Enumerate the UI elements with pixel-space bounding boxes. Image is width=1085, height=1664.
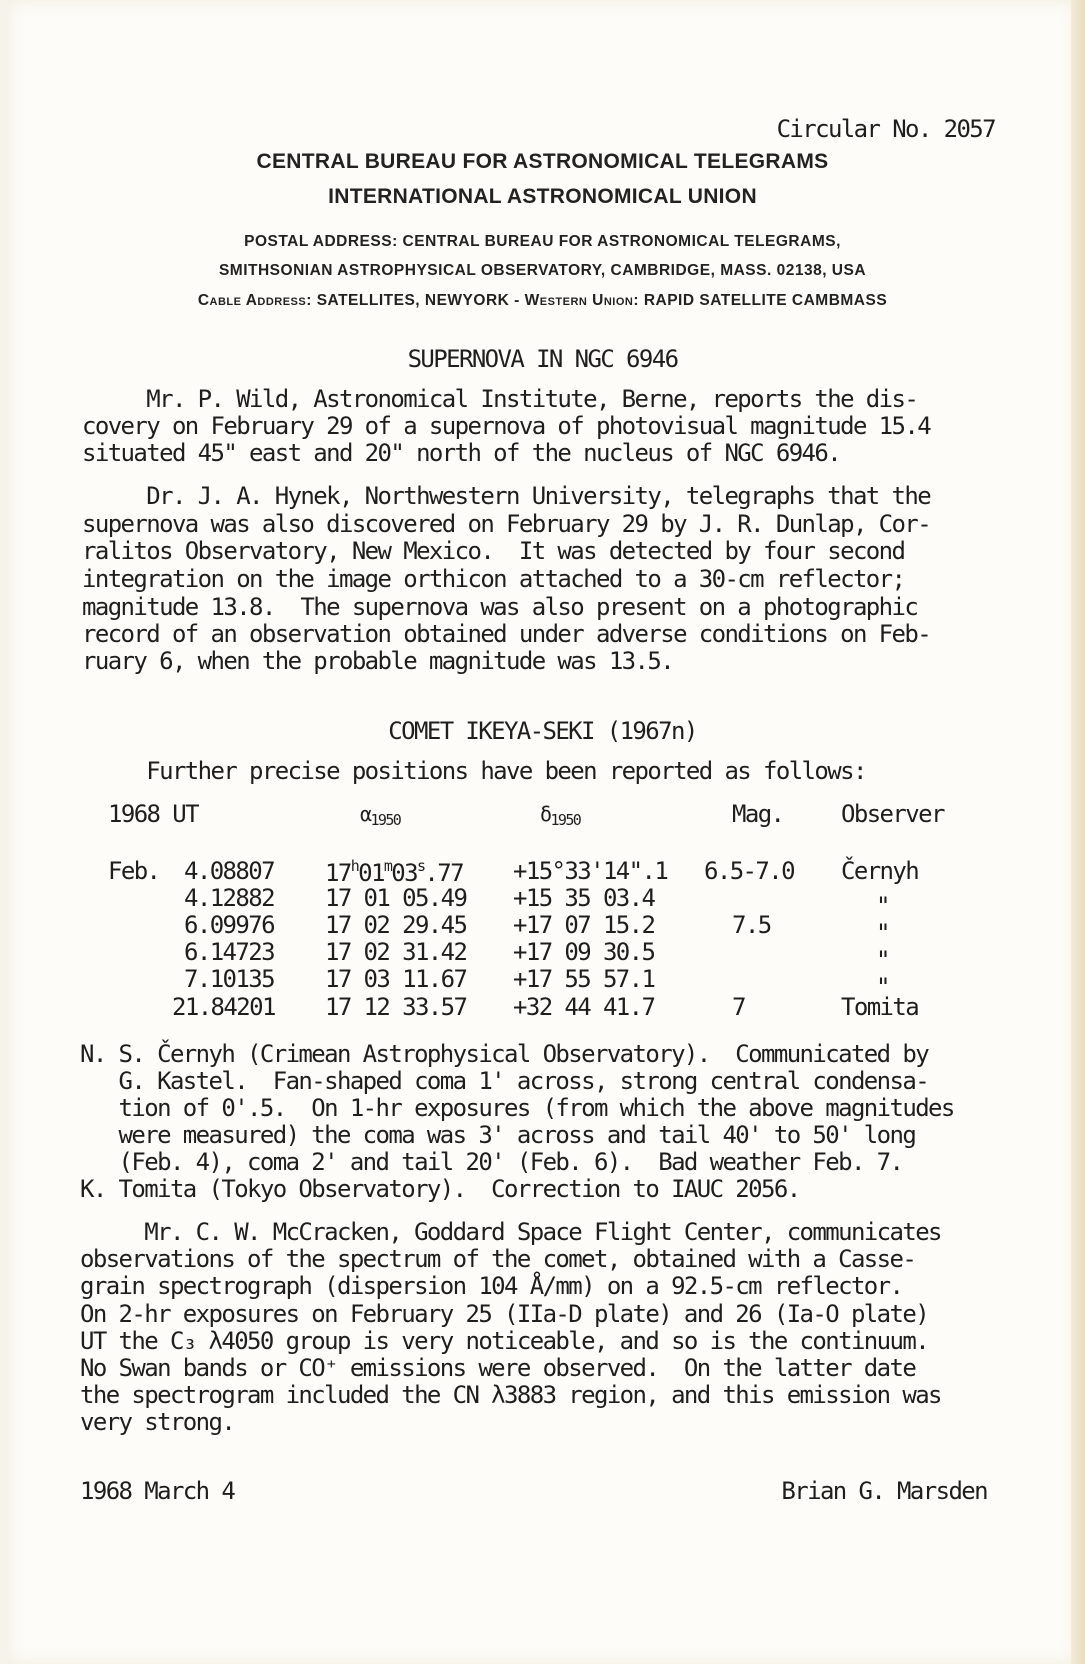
header-date: 1968 UT: [108, 800, 198, 828]
table-cell-dec: +15 35 03.4: [513, 884, 655, 912]
table-cell-day: 6.14723: [184, 938, 274, 966]
comet-title: COMET IKEYA-SEKI (1967n): [388, 717, 697, 745]
table-cell-day: 6.09976: [184, 911, 274, 939]
table-cell-dec: +17 07 15.2: [513, 911, 655, 939]
observer-note-line: K. Tomita (Tokyo Observatory). Correction to IAUC 2056.: [80, 1175, 800, 1203]
table-cell-dec: +17 55 57.1: [513, 965, 655, 993]
table-cell-ra: 17 12 33.57: [325, 993, 467, 1021]
observer-note-line: (Feb. 4), coma 2' and tail 20' (Feb. 6). Bad weather Feb. 7.: [80, 1148, 903, 1176]
supernova-para1-line: covery on February 29 of a supernova of photovisual magnitude 15.4: [82, 412, 931, 440]
table-cell-day: 21.84201: [172, 993, 275, 1021]
supernova-para2-line: record of an observation obtained under adverse conditions on Feb-: [82, 620, 931, 648]
bureau-title: CENTRAL BUREAU FOR ASTRONOMICAL TELEGRAMS: [256, 150, 829, 173]
spectrum-para-line: No Swan bands or CO⁺ emissions were observed. On the latter date: [80, 1354, 916, 1382]
spectrum-para-line: Mr. C. W. McCracken, Goddard Space Flight Center, communicates: [80, 1218, 941, 1246]
table-cell-observer: ": [876, 919, 889, 947]
spectrum-para-line: grain spectrograph (dispersion 104 Å/mm) on a 92.5-cm reflector.: [80, 1272, 903, 1300]
table-cell-observer: ": [876, 946, 889, 974]
table-cell-day: 7.10135: [184, 965, 274, 993]
table-cell-observer: ": [876, 973, 889, 1001]
supernova-para2-line: ruary 6, when the probable magnitude was 13.5.: [82, 647, 674, 675]
spectrum-para-line: very strong.: [80, 1408, 235, 1436]
observer-note-line: were measured) the coma was 3' across and tail 40' to 50' long: [80, 1121, 916, 1149]
table-cell-mag: 6.5-7.0: [704, 857, 794, 885]
supernova-para2-line: integration on the image orthicon attached to a 30-cm reflector;: [82, 565, 905, 593]
spectrum-para-line: the spectrogram included the CN λ3883 region, and this emission was: [80, 1381, 941, 1409]
table-cell-ra: 17 03 11.67: [325, 965, 467, 993]
table-cell-dec: +15°33'14".1: [513, 857, 668, 885]
spectrum-para-line: observations of the spectrum of the comet, obtained with a Casse-: [80, 1245, 916, 1273]
header-observer: Observer: [841, 800, 944, 828]
postal-address-line1: POSTAL ADDRESS: CENTRAL BUREAU FOR ASTRONOMICAL TELEGRAMS,: [244, 233, 841, 250]
observer-note-line: N. S. Černyh (Crimean Astrophysical Observatory). Communicated by: [80, 1040, 929, 1068]
table-cell-ra: 17 02 29.45: [325, 911, 467, 939]
table-cell-mag: 7.5: [732, 911, 771, 939]
spectrum-para-line: On 2-hr exposures on February 25 (IIa-D plate) and 26 (Ia-O plate): [80, 1300, 929, 1328]
supernova-para2-line: ralitos Observatory, New Mexico. It was detected by four second: [82, 537, 905, 565]
header-ra: $\alpha_{1950}$: [360, 802, 401, 829]
header-mag: Mag.: [732, 800, 784, 828]
supernova-para2-line: supernova was also discovered on February 29 by J. R. Dunlap, Cor-: [82, 510, 931, 538]
table-cell-ra: 17 02 31.42: [325, 938, 467, 966]
table-cell-ra: 17$^h$01$^m$03$^s$.77: [325, 857, 463, 887]
cable-address: Cable Address: SATELLITES, NEWYORK - Western Union: RAPID SATELLITE CAMBMASS: [197, 292, 888, 309]
table-cell-day: 4.08807: [184, 857, 274, 885]
circular-number: Circular No. 2057: [776, 115, 995, 143]
table-cell-observer: Tomita: [841, 993, 919, 1021]
observer-note-line: tion of 0'.5. On 1-hr exposures (from which the above magnitudes: [80, 1094, 954, 1122]
supernova-para2-line: magnitude 13.8. The supernova was also present on a photographic: [82, 593, 918, 621]
postal-address-line2: SMITHSONIAN ASTROPHYSICAL OBSERVATORY, CAMBRIDGE, MASS. 02138, USA: [218, 262, 867, 279]
union-title: INTERNATIONAL ASTRONOMICAL UNION: [328, 185, 757, 208]
supernova-title: SUPERNOVA IN NGC 6946: [407, 345, 678, 373]
table-cell-observer: ": [876, 892, 889, 920]
issue-date: 1968 March 4: [80, 1477, 235, 1505]
supernova-para1-line: situated 45" east and 20" north of the nucleus of NGC 6946.: [82, 439, 841, 467]
table-cell-dec: +32 44 41.7: [513, 993, 655, 1021]
table-cell-observer: Černyh: [841, 857, 919, 885]
table-cell-month: Feb.: [108, 857, 160, 885]
table-cell-ra: 17 01 05.49: [325, 884, 467, 912]
comet-intro: Further precise positions have been reported as follows:: [82, 757, 866, 785]
supernova-para1-line: Mr. P. Wild, Astronomical Institute, Berne, reports the dis-: [82, 385, 918, 413]
observer-note-line: G. Kastel. Fan-shaped coma 1' across, strong central condensa-: [80, 1067, 929, 1095]
spectrum-para-line: UT the C₃ λ4050 group is very noticeable, and so is the continuum.: [80, 1327, 929, 1355]
signature: Brian G. Marsden: [781, 1477, 987, 1505]
table-cell-mag: 7: [732, 993, 745, 1021]
supernova-para2-line: Dr. J. A. Hynek, Northwestern University, telegraphs that the: [82, 482, 931, 510]
table-cell-dec: +17 09 30.5: [513, 938, 655, 966]
header-dec: $\delta_{1950}$: [540, 802, 581, 829]
table-cell-day: 4.12882: [184, 884, 274, 912]
